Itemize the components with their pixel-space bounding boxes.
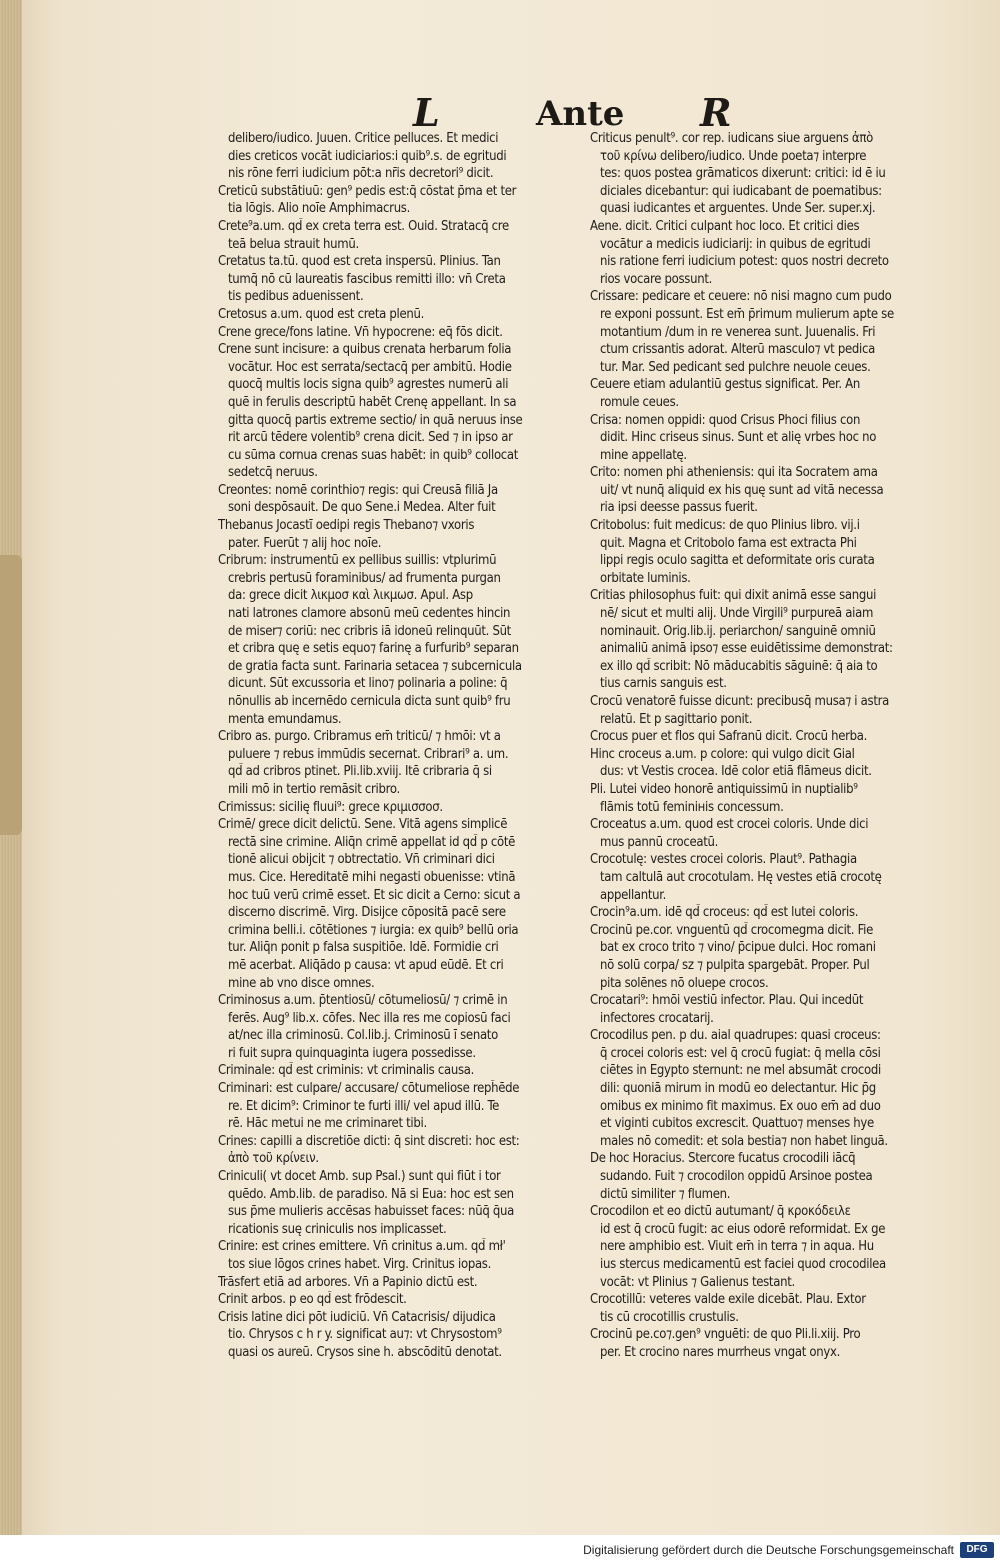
text-line: nis rōne ferri iudicium pōt:a nr̄is decretori⁹ dicit.	[228, 166, 494, 182]
text-line: Crocinū pe.co⁊.gen⁹ vnguēti: de quo Pli.li.xiij. Pro	[590, 1327, 861, 1343]
text-line: animaliū animā ipso⁊ esse euidētissime demonstrat:	[600, 641, 893, 657]
text-line: de miser⁊ coriū: nec cribris iā idoneū relinquūt. Sūt	[228, 623, 511, 639]
text-line: De hoc Horacius. Stercore fucatus crocodili iācq̄	[590, 1151, 856, 1167]
text-line: nis ratione ferri iudicium potest: quos nostri decreto	[600, 254, 889, 270]
running-head-right: R	[700, 90, 732, 135]
text-line: tis pedibus aduenissent.	[228, 289, 364, 305]
text-line: Crocodilon et eo dictū autumant/ q̄ κροκόδειλε	[590, 1204, 851, 1220]
text-line: id est q̄ crocū fugit: ac eius odorē reformidat. Ex ge	[600, 1221, 886, 1237]
text-line: ri fuit supra quinquaginta iugera possedisse.	[228, 1045, 476, 1061]
running-head-left: L	[413, 90, 440, 135]
text-line: orbitate luminis.	[600, 570, 691, 586]
text-line: qd̄ ad cribros ptinet. Pli.lib.xviij. Itē cribraria q̄ si	[228, 764, 492, 780]
text-line: quē in ferulis descriptū habēt Crenę appellant. In sa	[228, 394, 517, 410]
text-line: puluere ⁊ rebus immūdis secernat. Cribrari⁹ a. um.	[228, 746, 509, 762]
text-line: mus. Cice. Hereditatē mihi negasti obuenisse: vtinā	[228, 869, 516, 885]
text-line: at/nec illa criminosū. Col.lib.j. Criminosū ī senato	[228, 1028, 498, 1044]
text-line: dicunt. Sūt excussoria et lino⁊ polinaria a poline: q̄	[228, 676, 508, 692]
text-line: Crocinū pe.cor. vnguentū qd̄ crocomegma dicit. Fie	[590, 922, 873, 938]
text-line: Cretosus a.um. quod est creta plenū.	[218, 306, 425, 322]
text-line: Cretatus ta.tū. quod est creta inspersū. Plinius. Tan	[218, 254, 501, 270]
text-line: Criniculi( vt docet Amb. sup Psal.) sunt qui fiūt i tor	[218, 1169, 501, 1185]
text-line: Crissare: pedicare et ceuere: nō nisi magno cum pudo	[590, 289, 892, 305]
text-line: Crito: nomen phi atheniensis: qui ita Socratem ama	[590, 465, 878, 481]
text-line: rios vocare possunt.	[600, 271, 713, 287]
text-line: ciētes in Egypto sternunt: ne mel absumāt crocodi	[600, 1063, 881, 1079]
text-line: tes: quos postea grāmaticos dixerunt: critici: id ē iu	[600, 166, 886, 182]
text-line: mili mō in tertio remāsit cribro.	[228, 781, 400, 797]
text-line: Creticū substātiuū: gen⁹ pedis est:q̄ cōstat p̄ma et ter	[218, 183, 517, 199]
text-line: flāmis totū feminінis concessum.	[600, 799, 784, 815]
text-line: Aene. dicit. Critici culpant hoc loco. Et critici dies	[590, 218, 860, 234]
text-line: teā belua strauit humū.	[228, 236, 359, 252]
text-line: et viginti cubitos excrescit. Quattuo⁊ menses hye	[600, 1116, 874, 1132]
text-line: Crocin⁹a.um. idē qd̄ croceus: qd̄ est lutei coloris.	[590, 905, 859, 921]
text-line: dies creticos vocāt iudiciarios:i quib⁹.s. de egritudi	[228, 148, 507, 164]
text-line: dictū similiter ⁊ flumen.	[600, 1186, 731, 1202]
text-line: quasi iudicantes et arguentes. Unde Ser. super.xj.	[600, 201, 876, 217]
text-line: Crocotillū: veteres valde exile dicebāt. Plau. Extor	[590, 1292, 866, 1308]
text-line: mine appellatę.	[600, 447, 687, 463]
text-line: de gratia facta sunt. Farinaria setacea ⁊ subcernicula	[228, 658, 522, 674]
text-line: per. Et crocino nares murrheus vngat onyx.	[600, 1344, 841, 1360]
text-line: re exponi possunt. Est em̄ p̄rimum mulierum apte se	[600, 306, 894, 322]
text-line: Criticus penult⁹. cor rep. iudicans siue arguens ἀπὸ	[590, 131, 873, 146]
text-line: infectores crocatarij.	[600, 1010, 714, 1026]
text-line: Trāsfert etiā ad arbores. Vn̄ a Papinio dictū est.	[218, 1274, 478, 1290]
text-line: Criminari: est culpare/ accusare/ cōtumeliose reph̄ēde	[218, 1081, 520, 1097]
text-line: crimina belli.i. cōtētiones ⁊ iurgia: ex quib⁹ bellū oria	[228, 922, 519, 938]
text-line: Crene grece/fons latine. Vn̄ hypocrene: eq̄ fōs dicit.	[218, 324, 503, 340]
text-line: tam caltulā aut crocotulam. Hę vestes etiā crocotę	[600, 869, 882, 885]
text-line: Crocū venatorē fuisse dicunt: precibusq̄ musa⁊ i astra	[590, 694, 889, 709]
text-line: Crimē/ grece dicit delictū. Sene. Vitā agens simplicē	[218, 817, 508, 833]
text-line: dili: quoniā mirum in modū eo delectantur. Hic p̄g	[600, 1081, 876, 1097]
text-line: ius stercus medicamentū est faciei quod crocodilea	[600, 1257, 886, 1272]
text-line: re. Et dicim⁹: Criminor te furti illi/ vel apud illū. Te	[228, 1098, 500, 1114]
text-line: dus: vt Vestis crocea. Idē color etiā flāmeus dicit.	[600, 764, 872, 780]
text-line: mine ab vno disce omnes.	[228, 975, 375, 991]
text-line: sedetcq̄ neruus.	[228, 465, 318, 481]
text-line: Crocotulę: vestes crocei coloris. Plaut⁹. Pathagia	[590, 852, 857, 868]
text-line: rit arcū tēdere volentib⁹ crena dicit. Sed ⁊ in ipso ar	[228, 430, 513, 446]
text-line: ferēs. Aug⁹ lib.x. cōfes. Nec illa res me copiosū faci	[228, 1010, 511, 1026]
text-line: hoc tuū verū crimē esset. Et sic dicit a Cerno: sicut a	[228, 887, 521, 903]
text-line: quit. Magna et Critobolo fama est extracta Phi	[600, 535, 857, 551]
text-line: Crene sunt incisure: a quibus crenata herbarum folia	[218, 342, 512, 358]
text-line: tur. Aliq̄n ponit p falsa suspitiōe. Idē. Formidie cri	[228, 940, 499, 956]
text-line: ἀπὸ τοῦ κρίνειν.	[228, 1151, 319, 1167]
text-line: Ceuere etiam adulantiū gestus significat. Per. An	[590, 377, 860, 393]
dfg-logo: DFG	[960, 1542, 994, 1558]
text-line: et cribra quę e setis equo⁊ farinę a furfurib⁹ separan	[228, 641, 519, 657]
text-line: Cribro as. purgo. Cribramus em̄ triticū/ ⁊ hmōi: vt a	[218, 729, 501, 745]
text-line: mē acerbat. Aliq̄ādo p causa: vt apud eūdē. Et cri	[228, 957, 504, 973]
text-line: ria ipsi deesse passus fuerit.	[600, 500, 758, 516]
text-line: Crocus puer et flos qui Safranū dicit. Crocū herba.	[590, 729, 868, 745]
text-line: tis cū crocotillis crustulis.	[600, 1309, 739, 1325]
text-line: uit/ vt nunq̄ aliquid ex his quę sunt ad vitā necessa	[600, 482, 884, 498]
text-line: appellantur.	[600, 887, 667, 903]
text-line: Critias philosophus fuit: qui dixit animā esse sangui	[590, 588, 877, 604]
text-line: nē/ sicut et multi alij. Unde Virgili⁹ purpureā aiam	[600, 606, 874, 622]
text-line: vocātur a medicis iudiciarij: in quibus de egritudi	[600, 236, 871, 252]
text-line: da: grece dicit λικμοσ καὶ λικμωσ. Apul. Asp	[228, 588, 473, 604]
text-line: menta emundamus.	[228, 711, 342, 727]
text-line: Crimissus: sicilię fluui⁹: grece κριμισσοσ.	[218, 799, 443, 815]
text-line: lippi regis oculo sagitta et deformitate oris curata	[600, 553, 875, 569]
text-column-left	[218, 130, 590, 1362]
text-line: sus p̄me mulieris accēsas habuisset faces: nūq̄ q̄ua	[228, 1204, 514, 1220]
text-line: Creontes: nomē corinthio⁊ regis: qui Creusā filiā Ja	[218, 482, 498, 498]
text-line: nō solū corpa/ sz ⁊ pulpita spargebāt. Proper. Pul	[600, 957, 870, 973]
text-line: crebris pertusū foraminibus/ ad frumenta purgan	[228, 570, 501, 586]
text-line: mus pannū croceatū.	[600, 834, 719, 850]
text-line: Crete⁹a.um. qd̄ ex creta terra est. Ouid. Stratacq̄ cre	[218, 218, 509, 234]
text-line: Thebanus Jocastī oedipi regis Thebano⁊ vxoris	[218, 518, 475, 534]
text-line: vocāt: vt Plinius ⁊ Galienus testant.	[600, 1274, 795, 1290]
text-line: Crines: capilli a discretiōe dicti: q̄ sint discreti: hoc est:	[218, 1133, 520, 1149]
text-line: ricationis suę criniculis nos implicasset.	[228, 1221, 447, 1237]
text-column-right	[590, 130, 962, 1362]
text-line: tio. Chrysos c h r y. significat au⁊: vt Chrysostom⁹	[228, 1327, 502, 1343]
text-line: omibus ex minimo fit maximus. Ex ouo em̄ ad duo	[600, 1098, 881, 1114]
text-line: Criminale: qd̄ est criminis: vt criminalis causa.	[218, 1063, 475, 1079]
text-line: Crocodilus pen. p du. aial quadrupes: quasi croceus:	[590, 1028, 881, 1044]
text-line: Critobolus: fuit medicus: de quo Plinius libro. vij.i	[590, 518, 860, 534]
text-line: rectā sine crimine. Aliq̄n crimē appellat id qd̄ p cōtē	[228, 834, 516, 850]
text-line: Hinc croceus a.um. p colore: qui vulgo dicit Gial	[590, 746, 855, 762]
text-line: sudando. Fuit ⁊ crocodilon oppidū Arsinoe postea	[600, 1169, 873, 1185]
text-line: ctum crissantis adorat. Alterū masculo⁊ vt pedica	[600, 342, 875, 358]
text-line: motantium /dum in re venerea sunt. Juuenalis. Fri	[600, 324, 876, 340]
text-line: pita solēnes nō olueре crocos.	[600, 975, 769, 991]
text-line: tionē alicui obijcit ⁊ obtrectatio. Vn̄ criminari dici	[228, 852, 495, 868]
text-line: nōnullis ab incernēdo cernicula dicta sunt quib⁹ fru	[228, 694, 511, 709]
funding-credit: Digitalisierung gefördert durch die Deutsche Forschungsgemeinschaft	[583, 1543, 954, 1557]
text-line: tia lōgis. Alio noīe Amphimacrus.	[228, 201, 411, 217]
text-line: tur. Mar. Sed pedicant sed pulchre neuole ceues.	[600, 359, 871, 375]
footer-bar	[0, 1535, 1000, 1565]
text-line: Crinit arbos. p eo qd̄ est frōdescit.	[218, 1292, 407, 1308]
text-line: Crisis latine dici pōt iudiciū. Vn̄ Catacrisis/ dijudica	[218, 1309, 496, 1325]
text-line: nominauit. Orig.lib.ij. periarchon/ sanguinē omniū	[600, 623, 876, 639]
text-line: discerno discrimē. Virg. Disijce cōpositā pacē sere	[228, 905, 506, 921]
text-line: males nō comedit: et sola bestia⁊ non habet linguā.	[600, 1133, 888, 1149]
page-tab	[0, 555, 22, 835]
text-line: Crisa: nomen oppidi: quod Crisus Phoci filius con	[590, 412, 861, 428]
running-head-center: Ante	[536, 94, 625, 134]
text-line: quocq̄ multis locis signa quib⁹ agrestes numerū ali	[228, 377, 509, 393]
text-line: quasi os aureū. Crysos sine h. abscōditū denotat.	[228, 1344, 502, 1360]
text-line: tumq̄ nō cū laureatis fascibus remitti illo: vn̄ Creta	[228, 271, 506, 287]
text-line: Crocatari⁹: hmōi vestiū infector. Plau. Qui incedūt	[590, 993, 864, 1009]
text-line: cu sūma cornua crenas suas habēt: in quib⁹ collocat	[228, 447, 519, 463]
text-line: Criminosus a.um. p̄tentiosū/ cōtumeliosū/ ⁊ crimē in	[218, 993, 508, 1009]
text-line: relatū. Et p sagittario ponit.	[600, 711, 753, 727]
text-line: quēdo. Amb.lib. de paradiso. Nā si Eua: hoc est sen	[228, 1186, 514, 1202]
text-line: rē. Hāc metui ne me criminaret tibi.	[228, 1116, 427, 1132]
text-line: gitta quocq̄ partis extreme sectio/ in quā neruus inse	[228, 412, 523, 428]
text-line: τοῦ κρίνω delibero/iudico. Unde poeta⁊ interpre	[600, 148, 867, 164]
text-line: bat ex croco trito ⁊ vino/ p̄cipue dulci. Hoc romani	[600, 940, 876, 956]
text-line: soni despōsauit. De quo Sene.i Medea. Alter fuit	[228, 500, 496, 516]
text-line: Croceatus a.um. quod est crocei coloris. Unde dici	[590, 817, 869, 833]
text-line: Crinire: est crines emittere. Vn̄ crinitus a.um. qd̄ mł'	[218, 1239, 506, 1255]
text-line: tos siue lōgos crines habet. Virg. Crinitus iopas.	[228, 1257, 492, 1272]
text-line: vocātur. Hoc est serrata/sectacq̄ per ambitū. Hodie	[228, 359, 512, 375]
text-line: diciales dicebantur: qui iudicabant de poematibus:	[600, 183, 882, 199]
text-line: nati latrones clamore absonū meū cedentes hincin	[228, 606, 511, 622]
book-fore-edge	[0, 0, 22, 1535]
text-line: didit. Hinc criseus sinus. Sunt et alię vrbes hoc no	[600, 430, 877, 446]
text-line: delibero/iudico. Juuen. Critice pelluces. Et medici	[228, 131, 499, 146]
text-line: q̄ crocei coloris est: vel q̄ crocū fugiat: q̄ mella cōsi	[600, 1045, 881, 1061]
text-line: Pli. Lutei video honorē antiquissimū in nuptialib⁹	[590, 781, 858, 797]
text-line: ex illo qd̄ scribit: Nō māducabitis sāguinē: q̄ aia to	[600, 658, 878, 674]
text-line: pater. Fuerūt ⁊ alij hoc noīe.	[228, 535, 382, 551]
text-line: romule ceues.	[600, 394, 679, 410]
text-line: nere amphibio est. Viuit em̄ in terra ⁊ in aqua. Hu	[600, 1239, 874, 1255]
text-line: tius carnis sanguis est.	[600, 676, 727, 692]
text-line: Cribrum: instrumentū ex pellibus suillis: vtplurimū	[218, 553, 497, 569]
